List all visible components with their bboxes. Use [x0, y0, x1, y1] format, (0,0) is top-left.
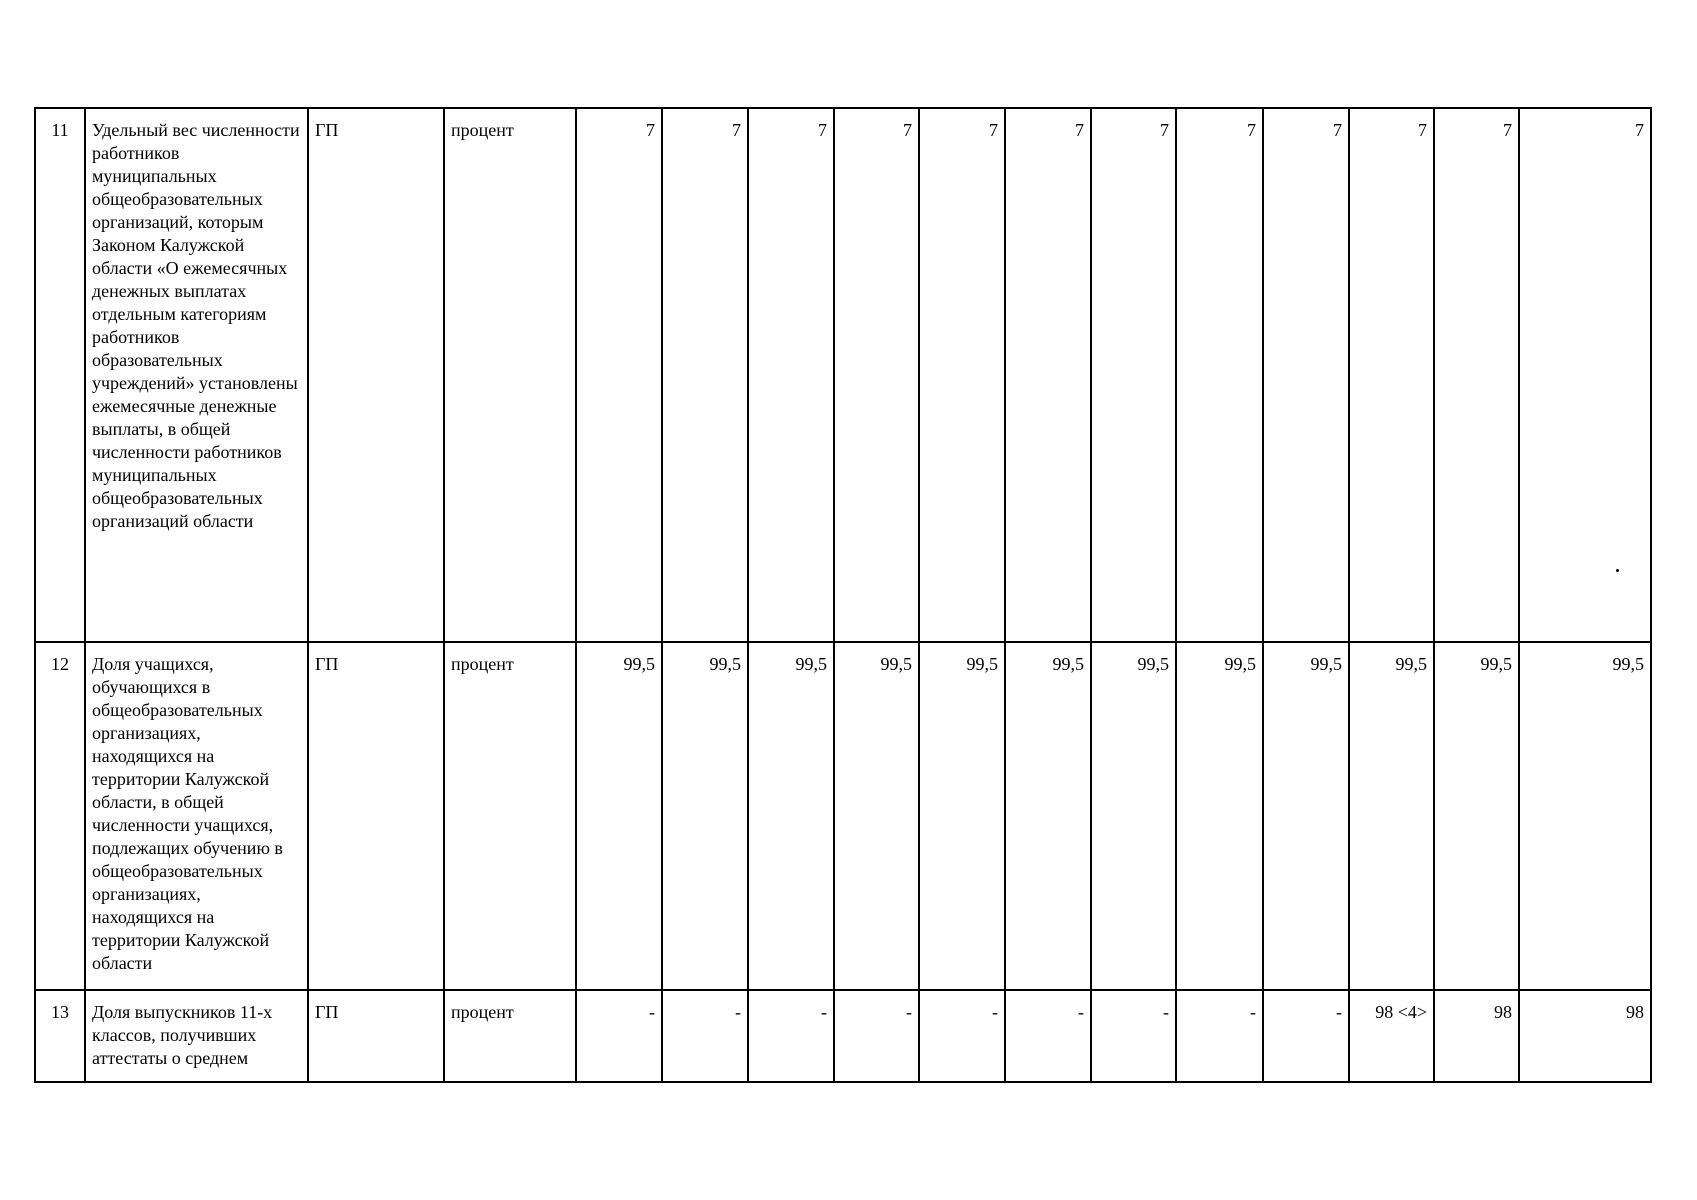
value-cell: 7 [1434, 108, 1519, 642]
value-cell: 99,5 [1434, 642, 1519, 990]
value-cell: - [834, 990, 919, 1082]
value-cell: 99,5 [576, 642, 662, 990]
value-cell: 7 [919, 108, 1005, 642]
value-cell: 99,5 [1349, 642, 1434, 990]
value-cell: 98 [1519, 990, 1651, 1082]
table-row [35, 108, 1651, 642]
indicator-name: Удельный вес численности работников муниципальных общеобразовательных организаций, которым Законом Калужской области «О ежемесячных денежных выплатах отдельным категориям работников образовательных учреждений» установлены ежемесячные денежные выплаты, в общей численности работников муниципальных общеобразовательных организаций области [85, 108, 308, 642]
unit-of-measure: процент [444, 108, 576, 642]
value-cell: 99,5 [1176, 642, 1263, 990]
value-cell: - [748, 990, 834, 1082]
indicator-name: Доля выпускников 11-х классов, получивших аттестаты о среднем [85, 990, 308, 1082]
table-row [35, 642, 1651, 990]
value-cell: 7 [1349, 108, 1434, 642]
value-cell: 7 [1519, 108, 1651, 642]
value-cell: - [1091, 990, 1176, 1082]
unit-of-measure: процент [444, 990, 576, 1082]
value-cell: 99,5 [1091, 642, 1176, 990]
value-cell: 7 [748, 108, 834, 642]
value-cell: 7 [1263, 108, 1349, 642]
value-cell: - [919, 990, 1005, 1082]
value-cell: - [1176, 990, 1263, 1082]
value-cell: 99,5 [1005, 642, 1091, 990]
value-cell: - [662, 990, 748, 1082]
row-number: 12 [35, 642, 85, 990]
value-cell: 99,5 [1263, 642, 1349, 990]
value-cell: 7 [834, 108, 919, 642]
value-cell: 7 [662, 108, 748, 642]
value-cell: 98 <4> [1349, 990, 1434, 1082]
value-cell: - [1263, 990, 1349, 1082]
program-code: ГП [308, 108, 444, 642]
value-cell: 7 [1176, 108, 1263, 642]
table-row [35, 990, 1651, 1082]
value-cell: - [1005, 990, 1091, 1082]
value-cell: 99,5 [748, 642, 834, 990]
row-number: 11 [35, 108, 85, 642]
value-cell: 99,5 [834, 642, 919, 990]
program-code: ГП [308, 990, 444, 1082]
value-cell: 7 [1091, 108, 1176, 642]
value-cell: 99,5 [662, 642, 748, 990]
unit-of-measure: процент [444, 642, 576, 990]
value-cell: 99,5 [919, 642, 1005, 990]
value-cell: 98 [1434, 990, 1519, 1082]
value-cell: 99,5 [1519, 642, 1651, 990]
document-page [34, 107, 1648, 1083]
indicators-table [34, 107, 1652, 1083]
program-code: ГП [308, 642, 444, 990]
value-cell: 7 [576, 108, 662, 642]
scan-speck [1616, 569, 1619, 572]
row-number: 13 [35, 990, 85, 1082]
value-cell: - [576, 990, 662, 1082]
indicator-name: Доля учащихся, обучающихся в общеобразовательных организациях, находящихся на территории Калужской области, в общей численности учащихся, подлежащих обучению в общеобразовательных организациях, находящихся на территории Калужской области [85, 642, 308, 990]
value-cell: 7 [1005, 108, 1091, 642]
